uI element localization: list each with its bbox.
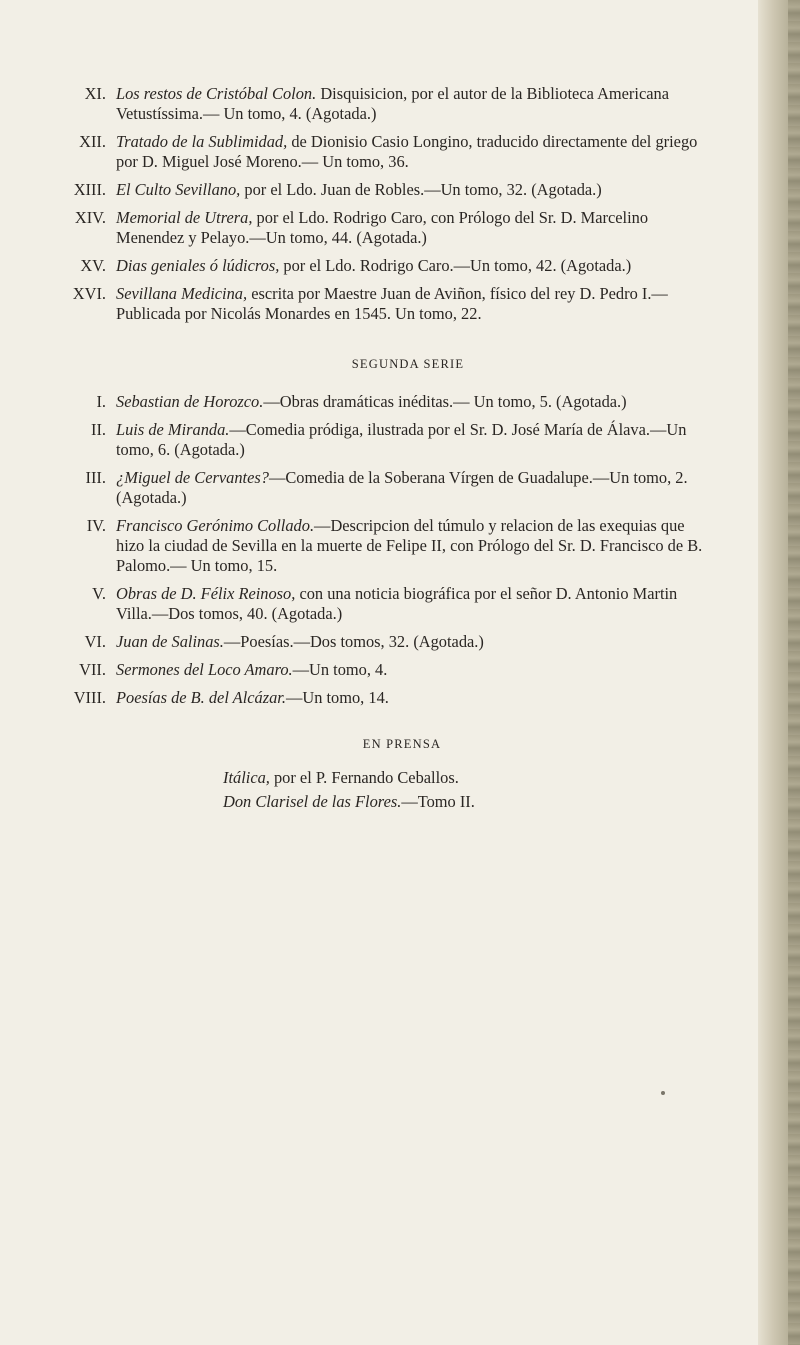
catalog-entry (0, 420, 780, 460)
catalog-entry (0, 84, 780, 124)
catalog-entry (0, 768, 780, 788)
entry-title: Los restos de Cristóbal Colon. (116, 84, 317, 103)
catalog-entry (0, 688, 780, 708)
catalog-entry (0, 180, 780, 200)
entry-title: ¿Miguel de Cervantes? (116, 468, 269, 487)
series-one-list (0, 84, 780, 324)
entry-title: Juan de Salinas. (116, 632, 224, 651)
entry-description: Disquisicion, por el autor de la Biblioteca Americana Vetustíssima.— Un tomo, 4. (Agotada.) (116, 84, 669, 123)
entry-number: I. (96, 392, 106, 411)
entry-number: III. (85, 468, 106, 487)
entry-description: —Tomo II. (401, 792, 475, 811)
catalog-entry (0, 584, 780, 624)
entry-title: Don Clarisel de las Flores. (223, 792, 402, 811)
entry-title: Obras de D. Félix Reinoso, (116, 584, 296, 603)
entry-description: —Poesías.—Dos tomos, 32. (Agotada.) (223, 632, 484, 651)
entry-description: —Obras dramáticas inéditas.— Un tomo, 5. (Agotada.) (263, 392, 627, 411)
entry-description: —Descripcion del túmulo y relacion de las exequias que hizo la ciudad de Sevilla en la muerte de Felipe II, con Prólogo del Sr. D. Francisco de B. Palomo.— Un tomo, 15. (116, 516, 703, 575)
entry-title: Francisco Gerónimo Collado. (116, 516, 315, 535)
en-prensa-list (0, 768, 780, 812)
entry-title: Memorial de Utrera, (116, 208, 253, 227)
entry-description: de Dionisio Casio Longino, traducido directamente del griego por D. Miguel José Moreno.— Un tomo, 36. (116, 132, 698, 171)
page-edge-strip (788, 0, 800, 1345)
entry-number: XVI. (72, 284, 106, 303)
entry-description: por el Ldo. Rodrigo Caro, con Prólogo del Sr. D. Marcelino Menendez y Pelayo.—Un tomo, 44. (Agotada.) (116, 208, 649, 247)
catalog-entry (0, 792, 780, 812)
entry-description: escrita por Maestre Juan de Aviñon, físico del rey D. Pedro I.—Publicada por Nicolás Monardes en 1545. Un tomo, 22. (116, 284, 668, 323)
entry-number: VII. (79, 660, 106, 679)
entry-number: II. (90, 420, 106, 439)
entry-title: Tratado de la Sublimidad, (116, 132, 288, 151)
entry-title: Itálica, (223, 768, 270, 787)
ink-spot (661, 1091, 665, 1095)
section-heading-en-prensa: EN PRENSA (362, 737, 442, 751)
catalog-entry (0, 256, 780, 276)
entry-number: V. (92, 584, 106, 603)
catalog-entry (0, 208, 780, 248)
entry-number: XIV. (74, 208, 106, 227)
entry-number: VI. (84, 632, 106, 651)
entry-number: XIII. (73, 180, 106, 199)
catalog-entry (0, 660, 780, 680)
catalog-entry (0, 392, 780, 412)
entry-title: Sevillana Medicina, (116, 284, 248, 303)
entry-description: —Comedia de la Soberana Vírgen de Guadalupe.—Un tomo, 2. (Agotada.) (116, 468, 688, 507)
catalog-entry (0, 632, 780, 652)
entry-title: Poesías de B. del Alcázar. (116, 688, 286, 707)
entry-title: Sebastian de Horozco. (116, 392, 264, 411)
entry-number: IV. (86, 516, 106, 535)
entry-number: XI. (84, 84, 106, 103)
section-heading-segunda-serie: SEGUNDA SERIE (351, 357, 465, 371)
entry-number: XV. (80, 256, 106, 275)
entry-description: —Un tomo, 14. (285, 688, 389, 707)
catalog-entry (0, 132, 780, 172)
entry-description: —Comedia pródiga, ilustrada por el Sr. D. José María de Álava.—Un tomo, 6. (Agotada.) (116, 420, 687, 459)
entry-title: Sermones del Loco Amaro. (116, 660, 293, 679)
catalog-entry (0, 516, 780, 576)
entry-title: El Culto Sevillano, (116, 180, 241, 199)
entry-title: Dias geniales ó lúdicros, (116, 256, 280, 275)
entry-description: por el Ldo. Juan de Robles.—Un tomo, 32. (Agotada.) (240, 180, 602, 199)
entry-description: con una noticia biográfica por el señor D. Antonio Martin Villa.—Dos tomos, 40. (Agotada.) (116, 584, 678, 623)
catalog-entry (0, 284, 780, 324)
entry-description: por el Ldo. Rodrigo Caro.—Un tomo, 42. (Agotada.) (279, 256, 632, 275)
entry-description: por el P. Fernando Ceballos. (269, 768, 459, 787)
entry-title: Luis de Miranda. (116, 420, 230, 439)
entry-number: XII. (79, 132, 106, 151)
catalog-page (0, 84, 780, 816)
segunda-serie-list (0, 392, 780, 708)
catalog-entry (0, 468, 780, 508)
entry-number: VIII. (73, 688, 106, 707)
entry-description: —Un tomo, 4. (292, 660, 388, 679)
